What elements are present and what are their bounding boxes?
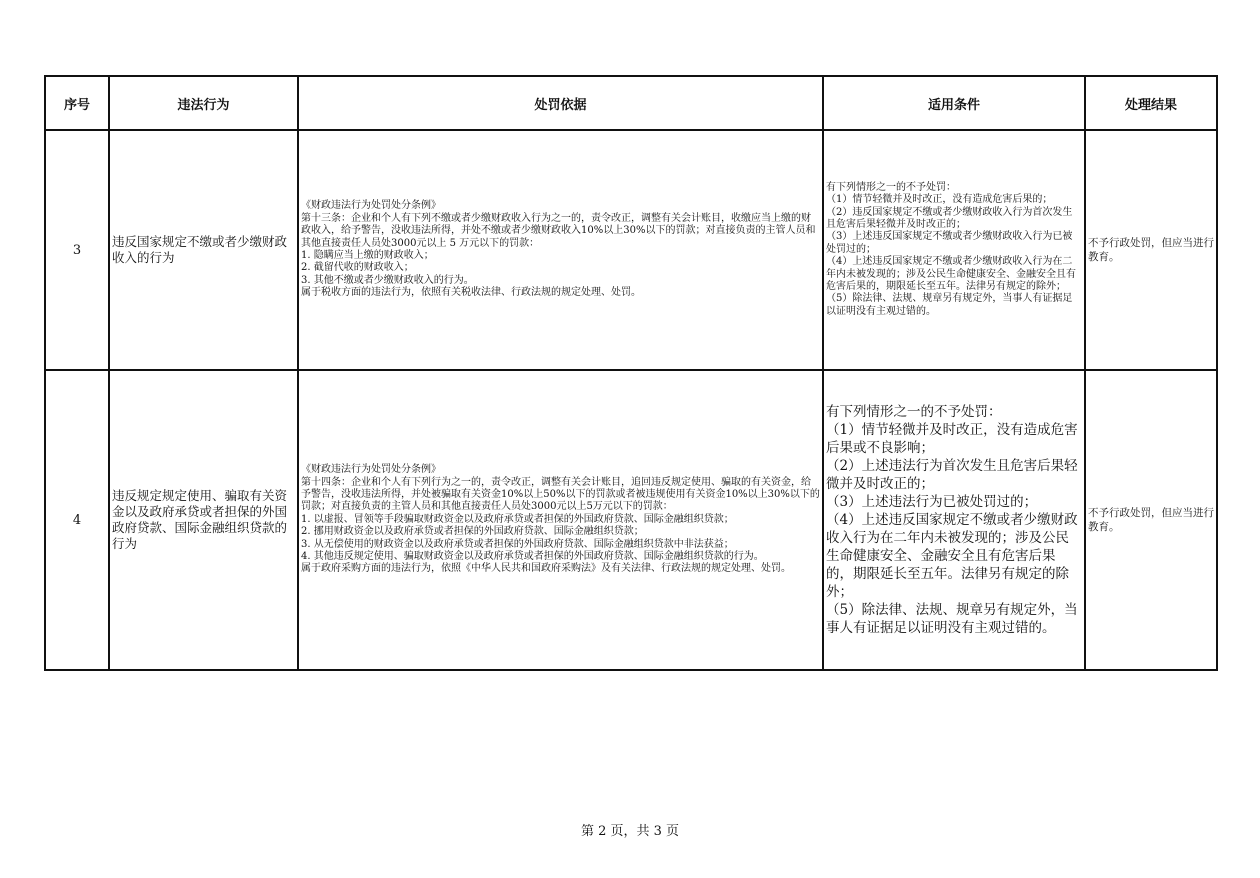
basis-line: 2. 截留代收的财政收入； bbox=[301, 262, 414, 274]
row-basis bbox=[298, 370, 823, 670]
condition-line: （1）情节轻微并及时改正，没有造成危害后果的； bbox=[826, 194, 1053, 206]
row-conditions bbox=[823, 130, 1085, 370]
table-row bbox=[45, 370, 1217, 670]
penalty-table bbox=[44, 75, 1218, 671]
row-act: 违反国家规定不缴或者少缴财政收入的行为 bbox=[109, 130, 298, 370]
basis-line: 属于税收方面的违法行为，依照有关税收法律、行政法规的规定处理、处罚。 bbox=[301, 287, 641, 299]
basis-line: 《财政违法行为处罚处分条例》 bbox=[301, 200, 441, 212]
condition-line: （2）上述违法行为首次发生且危害后果轻微并及时改正的； bbox=[826, 458, 1078, 492]
basis-line: 2. 挪用财政资金以及政府承贷或者担保的外国政府贷款、国际金融组织贷款； bbox=[301, 526, 644, 538]
basis-line: 3. 其他不缴或者少缴财政收入的行为。 bbox=[301, 274, 474, 286]
row-index: 3 bbox=[45, 130, 109, 370]
condition-line: （5）除法律、法规、规章另有规定外，当事人有证据足以证明没有主观过错的。 bbox=[826, 602, 1078, 636]
condition-line: 有下列情形之一的不予处罚： bbox=[826, 404, 1002, 420]
header-basis: 处罚依据 bbox=[298, 76, 823, 130]
header-result: 处理结果 bbox=[1085, 76, 1217, 130]
row-index: 4 bbox=[45, 370, 109, 670]
condition-line: （4）上述违反国家规定不缴或者少缴财政收入行为在二年内未被发现的；涉及公民生命健康安全、金融安全且有危害后果的，期限延长至五年。法律另有规定的除外； bbox=[826, 512, 1078, 600]
header-index: 序号 bbox=[45, 76, 109, 130]
row-act: 违反规定规定使用、骗取有关资金以及政府承贷或者担保的外国政府贷款、国际金融组织贷款的行为 bbox=[109, 370, 298, 670]
basis-line: 第十四条：企业和个人有下列行为之一的，责令改正，调整有关会计账目，追回违反规定使用、骗取的有关资金，给予警告，没收违法所得，并处被骗取有关资金10%以上50%以下的罚款或者被违规使用有关资金10%以上30%以下的罚款；对直接负责的主管人员和其他直接责任人员处3000元以上5万元以下的罚款： bbox=[301, 476, 820, 513]
basis-line: 《财政违法行为处罚处分条例》 bbox=[301, 464, 441, 476]
row-result: 不予行政处罚，但应当进行教育。 bbox=[1085, 130, 1217, 370]
header-conditions: 适用条件 bbox=[823, 76, 1085, 130]
basis-line: 4. 其他违反规定使用、骗取财政资金以及政府承贷或者担保的外国政府贷款、国际金融组织贷款的行为。 bbox=[301, 551, 764, 563]
header-act: 违法行为 bbox=[109, 76, 298, 130]
basis-line: 1. 隐瞒应当上缴的财政收入； bbox=[301, 250, 434, 261]
basis-line: 属于政府采购方面的违法行为，依照《中华人民共和国政府采购法》及有关法律、行政法规的规定处理、处罚。 bbox=[301, 563, 791, 575]
page-number: 第 2 页，共 3 页 bbox=[580, 824, 680, 839]
row-basis bbox=[298, 130, 823, 370]
basis-line: 第十三条：企业和个人有下列不缴或者少缴财政收入行为之一的，责令改正，调整有关会计账目，收缴应当上缴的财政收入，给予警告，没收违法所得，并处不缴或者少缴财政收入10%以上30%以下的罚款；对直接负责的主管人员和其他直接责任人员处3000元以上 5 万元以下的罚款： bbox=[301, 212, 816, 249]
condition-line: （1）情节轻微并及时改正，没有造成危害后果或不良影响； bbox=[826, 422, 1078, 456]
table-row bbox=[45, 130, 1217, 370]
condition-line: （5）除法律、法规、规章另有规定外，当事人有证据足以证明没有主观过错的。 bbox=[826, 293, 1073, 317]
condition-line: （3）上述违法行为已被处罚过的； bbox=[826, 494, 1038, 510]
row-conditions bbox=[823, 370, 1085, 670]
condition-line: （3）上述违反国家规定不缴或者少缴财政收入行为已被处罚过的； bbox=[826, 231, 1073, 255]
row-result: 不予行政处罚，但应当进行教育。 bbox=[1085, 370, 1217, 670]
condition-line: （4）上述违反国家规定不缴或者少缴财政收入行为在二年内未被发现的；涉及公民生命健康安全、金融安全且有危害后果的，期限延长至五年。法律另有规定的除外； bbox=[826, 256, 1076, 293]
table-header-row bbox=[45, 76, 1217, 130]
condition-line: （2）违反国家规定不缴或者少缴财政收入行为首次发生且危害后果轻微并及时改正的； bbox=[826, 206, 1073, 230]
basis-line: 3. 从无偿使用的财政资金以及政府承贷或者担保的外国政府贷款、国际金融组织贷款中非法获益； bbox=[301, 538, 734, 550]
condition-line: 有下列情形之一的不予处罚： bbox=[826, 181, 956, 193]
basis-line: 1. 以虚报、冒领等手段骗取财政资金以及政府承贷或者担保的外国政府贷款、国际金融组织贷款； bbox=[301, 513, 734, 525]
